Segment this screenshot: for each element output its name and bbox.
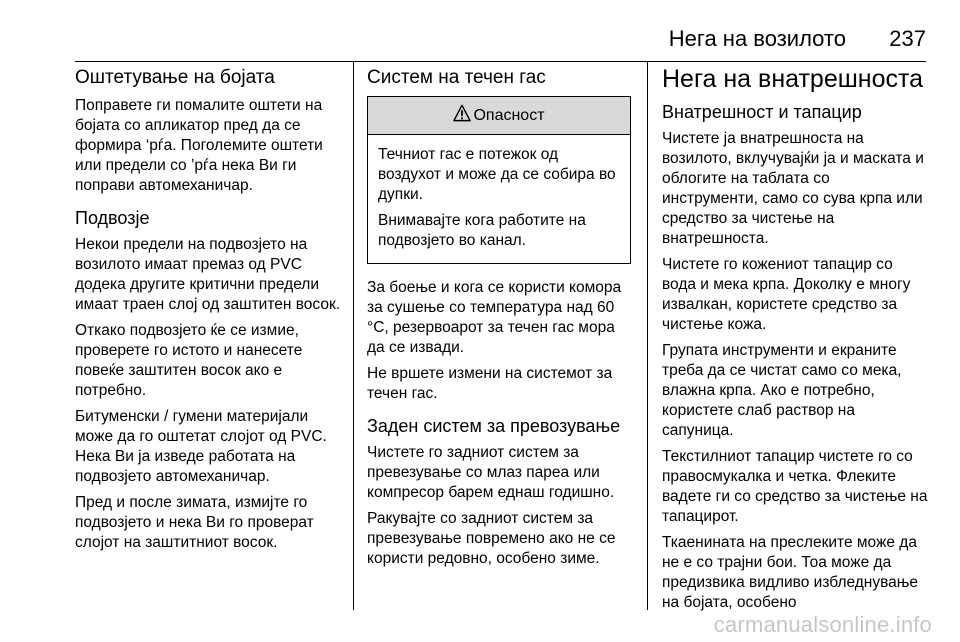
danger-text: Течниот гас е потежок од воздухот и може да се собира во дупки. [378, 146, 616, 203]
column-3 [662, 64, 928, 619]
heading-rear-carrier: Заден систем за превозување [367, 416, 621, 436]
danger-title: Опасност [473, 107, 545, 124]
column-2 [367, 64, 631, 575]
watermark: carmanualsonline.info [713, 612, 932, 637]
paragraph: Групата инструменти и екраните треба да се чистат само со мека, влажна крпа. Ако е потребно, користете слаб раствор на сапуница. [662, 342, 902, 439]
heading-paint-damage: Оштетување на бојата [75, 67, 275, 88]
page-header [75, 22, 926, 62]
column-divider-1 [353, 62, 354, 610]
paragraph: Не вршете измени на системот за течен гас. [367, 365, 613, 402]
paragraph: Текстилниот тапацир чистете го со правосмукалка и четка. Флеките вадете ги со средство за чистење на тапацирот. [662, 448, 928, 525]
header-rule [75, 61, 926, 63]
danger-box [367, 96, 631, 264]
page-number: 237 [889, 26, 926, 51]
paragraph: Чистете ја внатрешноста на возилото, вклучувајќи ја и маската и облогите на таблата со инструменти, само со сува крпа или средство за чистење на внатрешноста. [662, 130, 924, 247]
paragraph: Некои предели на подвозјето на возилото имаат премаз од PVC додека другите критични предели имаат траен слој од заштитен восок. [75, 236, 341, 313]
danger-header [368, 97, 630, 135]
paragraph: Пред и после зимата, измијте го подвозјето и нека Ви го проверат слојот на заштитниот восок. [75, 494, 314, 551]
column-1 [75, 64, 343, 559]
paragraph: Чистете го задниот систем за превезување со млаз пареа или компресор барем еднаш годишно. [367, 444, 615, 501]
paragraph: Чистете го кожениот тапацир со вода и мека крпа. Доколку е многу извалкан, користете средство за чистење кожа. [662, 256, 911, 333]
warning-triangle-icon [453, 104, 471, 122]
heading-lpg-system: Систем на течен гас [367, 67, 546, 88]
column-divider-2 [647, 62, 648, 610]
paragraph: Битуменски / гумени материјали може да го оштетат слојот од PVC. Нека Ви ја изведе работата на подвозјето автомеханичар. [75, 408, 327, 485]
paragraph: За боење и кога се користи комора за сушење со температура над 60 °C, резервоарот за течен гас мора да се извади. [367, 279, 622, 356]
heading-underbody: Подвозје [75, 208, 150, 228]
paragraph: Откако подвозјето ќе се измие, проверете го истото и нанесете повеќе заштитен восок ако е потребно. [75, 322, 303, 399]
heading-interior-care: Нега на внатрешноста [662, 65, 924, 93]
paragraph: Ракувајте со задниот систем за превезување повремено ако не се користи редовно, особено зиме. [367, 510, 616, 567]
paragraph: Ткаенината на преслеките може да не е со трајни бои. Тоа може да предизвика видливо избледнување на бојата, особено [662, 534, 919, 611]
danger-text: Внимавајте кога работите на подвозјето во канал. [378, 212, 586, 249]
heading-interior-upholstery: Внатрешност и тапацир [662, 102, 862, 122]
paragraph: Поправете ги помалите оштети на бојата со апликатор пред да се формира ‘рѓа. Поголемите оштети или предели со ’рѓа нека Ви ги поправи автомеханичар. [75, 97, 323, 194]
header-title: Нега на возилото [668, 26, 846, 51]
danger-body [368, 135, 630, 263]
